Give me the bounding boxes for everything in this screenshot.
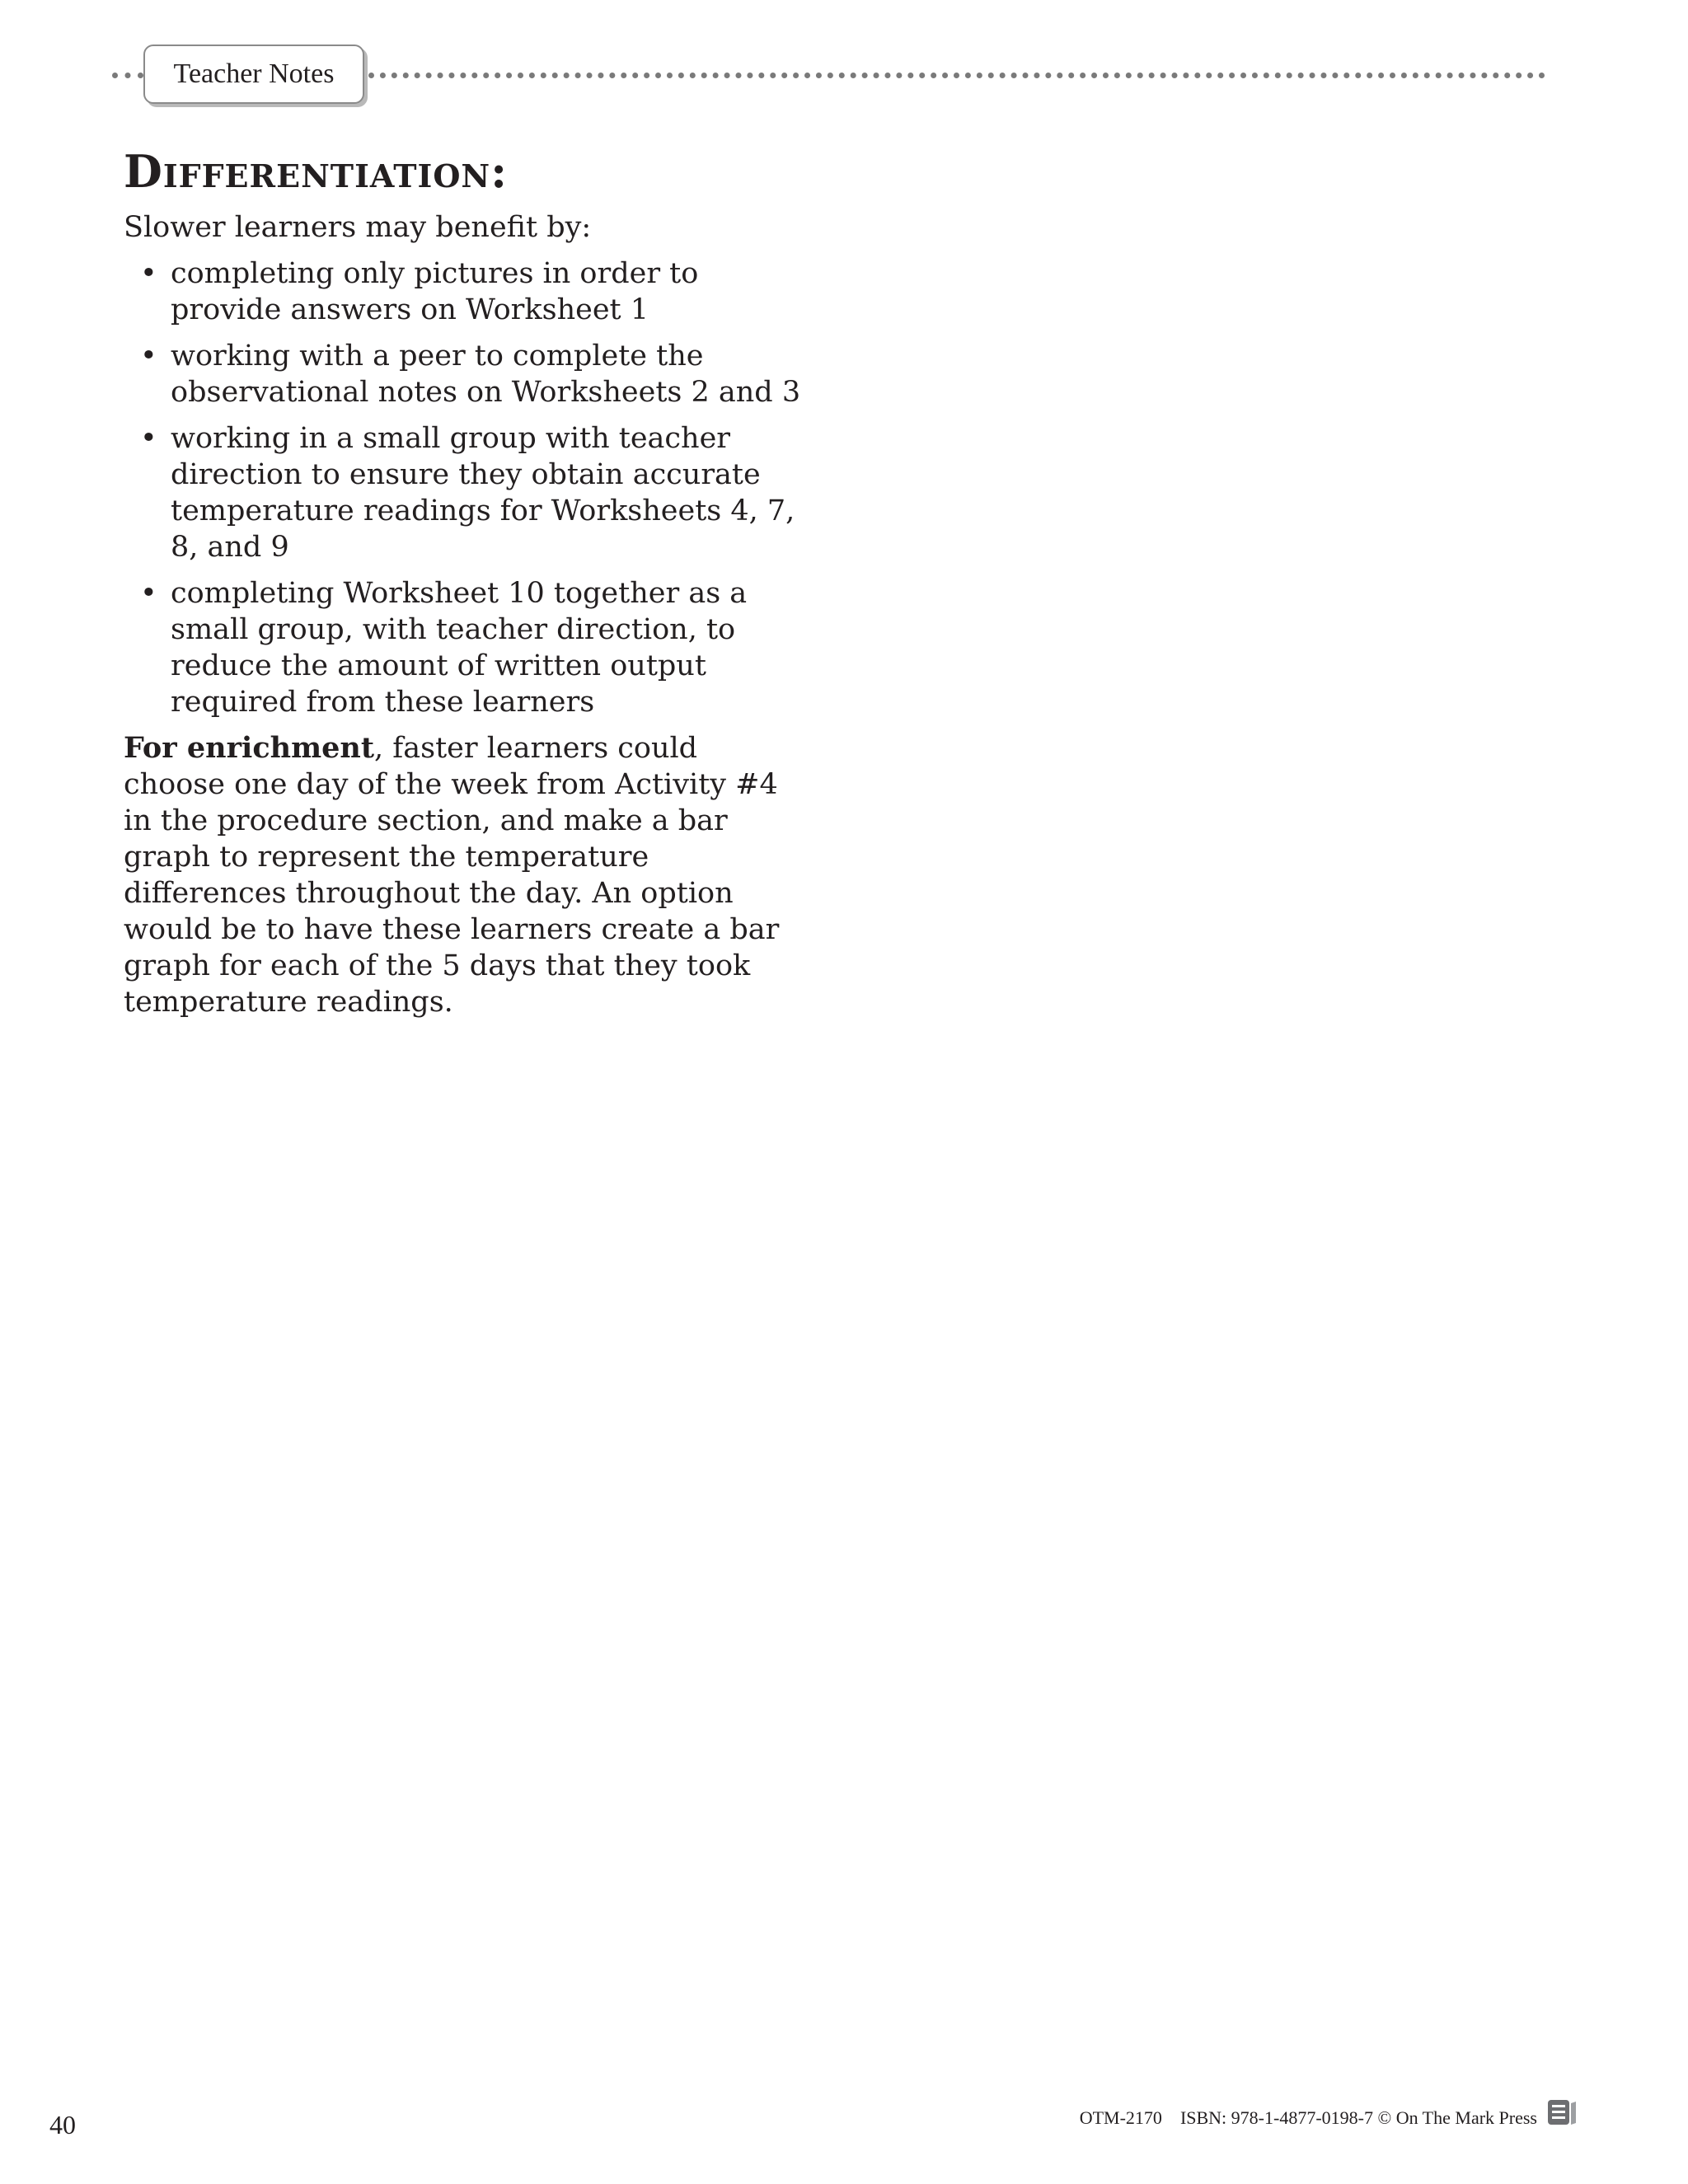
enrichment-text: , faster learners could choose one day of the week from Activity #4 in the procedure section, and make a bar graph to represent the temperature differences throughout the day. An option would be to have these learners create a bar graph for each of the 5 days that they took temperature readings. [124, 732, 780, 1019]
header-tab [143, 45, 364, 104]
bullet-icon: • [140, 340, 157, 373]
list-item-text: completing only pictures in order to provide answers on Worksheet 1 [171, 257, 699, 326]
enrichment-lead: For enrichment [124, 731, 375, 765]
list-item [124, 420, 816, 565]
header-tab-label: Teacher Notes [173, 59, 335, 89]
bullet-icon: • [140, 257, 157, 290]
page-number: 40 [49, 2110, 76, 2139]
header-dotted-rule-left [112, 73, 143, 78]
bullet-icon: • [140, 422, 157, 455]
publisher-logo-icon [1546, 2098, 1578, 2126]
product-code: OTM-2170 [1079, 2107, 1162, 2128]
list-item-text: working in a small group with teacher direction to ensure they obtain accurate temperature readings for Worksheets 4, 7, 8, and 9 [171, 422, 795, 564]
list-item-text: working with a peer to complete the observational notes on Worksheets 2 and 3 [171, 340, 801, 409]
header-dotted-rule-right [368, 73, 1545, 78]
isbn-copyright: ISBN: 978-1-4877-0198-7 © On The Mark Press [1179, 2107, 1537, 2128]
list-item [124, 338, 816, 410]
enrichment-paragraph [124, 730, 783, 1020]
main-content [124, 142, 816, 1020]
bullet-list [124, 255, 816, 720]
list-item-text: completing Worksheet 10 together as a small group, with teacher direction, to reduce the amount of written output required from these learners [171, 577, 748, 719]
list-item [124, 575, 816, 720]
footer-credit [1080, 2107, 1537, 2129]
list-item [124, 255, 816, 328]
intro-text: Slower learners may benefit by: [124, 211, 592, 244]
section-title: Differentiation: [124, 145, 509, 198]
bullet-icon: • [140, 577, 157, 610]
